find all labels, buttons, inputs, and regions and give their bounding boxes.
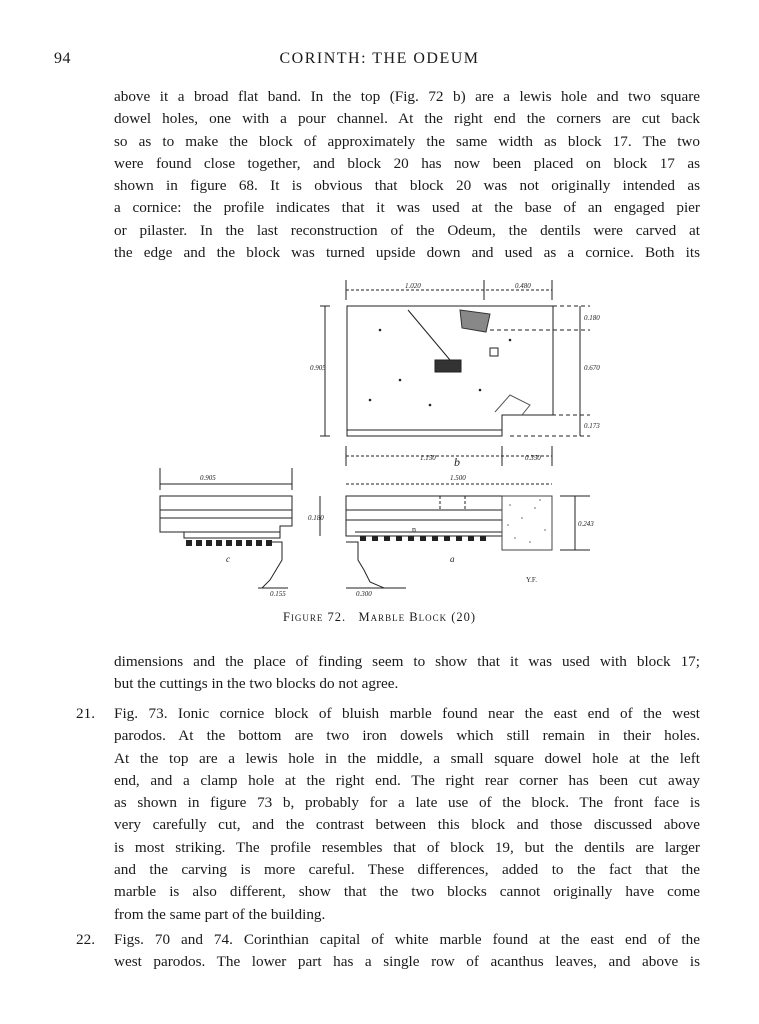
plan-bottom-dimension-lines bbox=[346, 446, 552, 484]
plan-view-b bbox=[320, 280, 590, 436]
text-line: a cornice: the profile indicates that it was used at the base of an engaged pier bbox=[114, 199, 700, 217]
hole-mark-n: n bbox=[412, 525, 416, 534]
item-number-22: 22. bbox=[76, 931, 95, 948]
text-line: the edge and the block was turned upside down and used as a cornice. Both its bbox=[114, 244, 700, 262]
text-line: and the carving is more careful. These differences, added to the fact that the bbox=[114, 861, 700, 879]
dim-top-width: 1.020 bbox=[405, 282, 421, 290]
elevation-view-a bbox=[320, 496, 590, 588]
figure-caption bbox=[0, 610, 759, 625]
text-line: above it a broad flat band. In the top (Fig. 72 b) are a lewis hole and two square bbox=[114, 88, 700, 105]
text-line: or pilaster. In the last reconstruction of the Odeum, the dentils were carved at bbox=[114, 221, 700, 239]
dim-top-right: 0.480 bbox=[515, 282, 531, 290]
item-number-21: 21. bbox=[76, 705, 95, 722]
dim-right-middle: 0.670 bbox=[584, 364, 600, 372]
text-line: so as to make the block of approximately the same width as block 17. The two bbox=[114, 132, 700, 150]
plan-label-b: b bbox=[454, 455, 460, 469]
dim-left-height: 0.905 bbox=[310, 364, 326, 372]
dim-elevation-right: 0.243 bbox=[578, 520, 594, 528]
elevation-a-stone-texture bbox=[507, 499, 546, 543]
dim-section-c-width: 0.905 bbox=[200, 474, 216, 482]
dim-profile-c: 0.155 bbox=[270, 590, 286, 598]
catalogue-entry-21 bbox=[114, 703, 700, 926]
figure-caption-title: Marble Block (20) bbox=[358, 610, 477, 624]
text-line: dimensions and the place of finding seem to show that it was used with block 17; bbox=[114, 653, 700, 670]
section-view-c bbox=[160, 468, 292, 588]
plan-dimension-labels bbox=[310, 282, 600, 482]
marble-block-drawing bbox=[150, 270, 600, 600]
text-line: At the top are a lewis hole in the middle, a small square dowel hole at the left bbox=[114, 749, 700, 767]
text-line: as shown in figure 73 b, probably for a late use of the block. The front face is bbox=[114, 794, 700, 812]
dim-elevation-height: 0.180 bbox=[308, 514, 324, 522]
dim-bottom-right: 0.350 bbox=[525, 454, 541, 462]
dim-right-upper: 0.180 bbox=[584, 314, 600, 322]
running-title: CORINTH: THE ODEUM bbox=[279, 50, 480, 67]
text-line: marble is also different, show that the two blocks cannot originally have come bbox=[114, 883, 700, 901]
paragraph-block20-continued bbox=[114, 651, 700, 696]
text-line: parodos. At the bottom are two iron dowels which still remain in their holes. bbox=[114, 727, 700, 745]
text-line: very carefully cut, and the contrast between this block and those discussed above bbox=[114, 816, 700, 834]
text-line: is most striking. The profile resembles that of block 19, but the dentils are larger bbox=[114, 838, 700, 856]
section-label-c: c bbox=[226, 554, 230, 564]
text-line: west parodos. The lower part has a single row of acanthus leaves, and above is bbox=[114, 953, 700, 971]
dim-right-lower: 0.173 bbox=[584, 422, 600, 430]
section-c-dentils bbox=[186, 540, 272, 546]
draftsman-initials: Y.F. bbox=[526, 576, 537, 584]
text-line: Fig. 73. Ionic cornice block of bluish marble found near the east end of the west bbox=[114, 705, 700, 722]
text-line: but the cuttings in the two blocks do not agree. bbox=[114, 675, 399, 693]
text-line: were found close together, and block 20 has now been placed on block 17 as bbox=[114, 154, 700, 172]
paragraph-block20-text bbox=[114, 86, 700, 264]
dim-bottom-left: 1.150 bbox=[420, 454, 436, 462]
catalogue-entry-22 bbox=[114, 929, 700, 974]
elevation-label-a: a bbox=[450, 554, 455, 564]
text-line: from the same part of the building. bbox=[114, 905, 326, 923]
page-number: 94 bbox=[54, 50, 71, 67]
text-line: dowel holes, one with a pour channel. At the right end the corners are cut back bbox=[114, 110, 700, 128]
elevation-a-dentils bbox=[360, 536, 486, 541]
text-line: Figs. 70 and 74. Corinthian capital of white marble found at the east end of the bbox=[114, 931, 700, 948]
dim-profile-a: 0.300 bbox=[356, 590, 372, 598]
dim-overall: 1.500 bbox=[450, 474, 466, 482]
text-line: end, and a clamp hole at the right end. The right rear corner has been cut away bbox=[114, 771, 700, 789]
figure-caption-label: Figure 72. bbox=[282, 610, 347, 624]
text-line: shown in figure 68. It is obvious that block 20 was not originally intended as bbox=[114, 177, 700, 195]
